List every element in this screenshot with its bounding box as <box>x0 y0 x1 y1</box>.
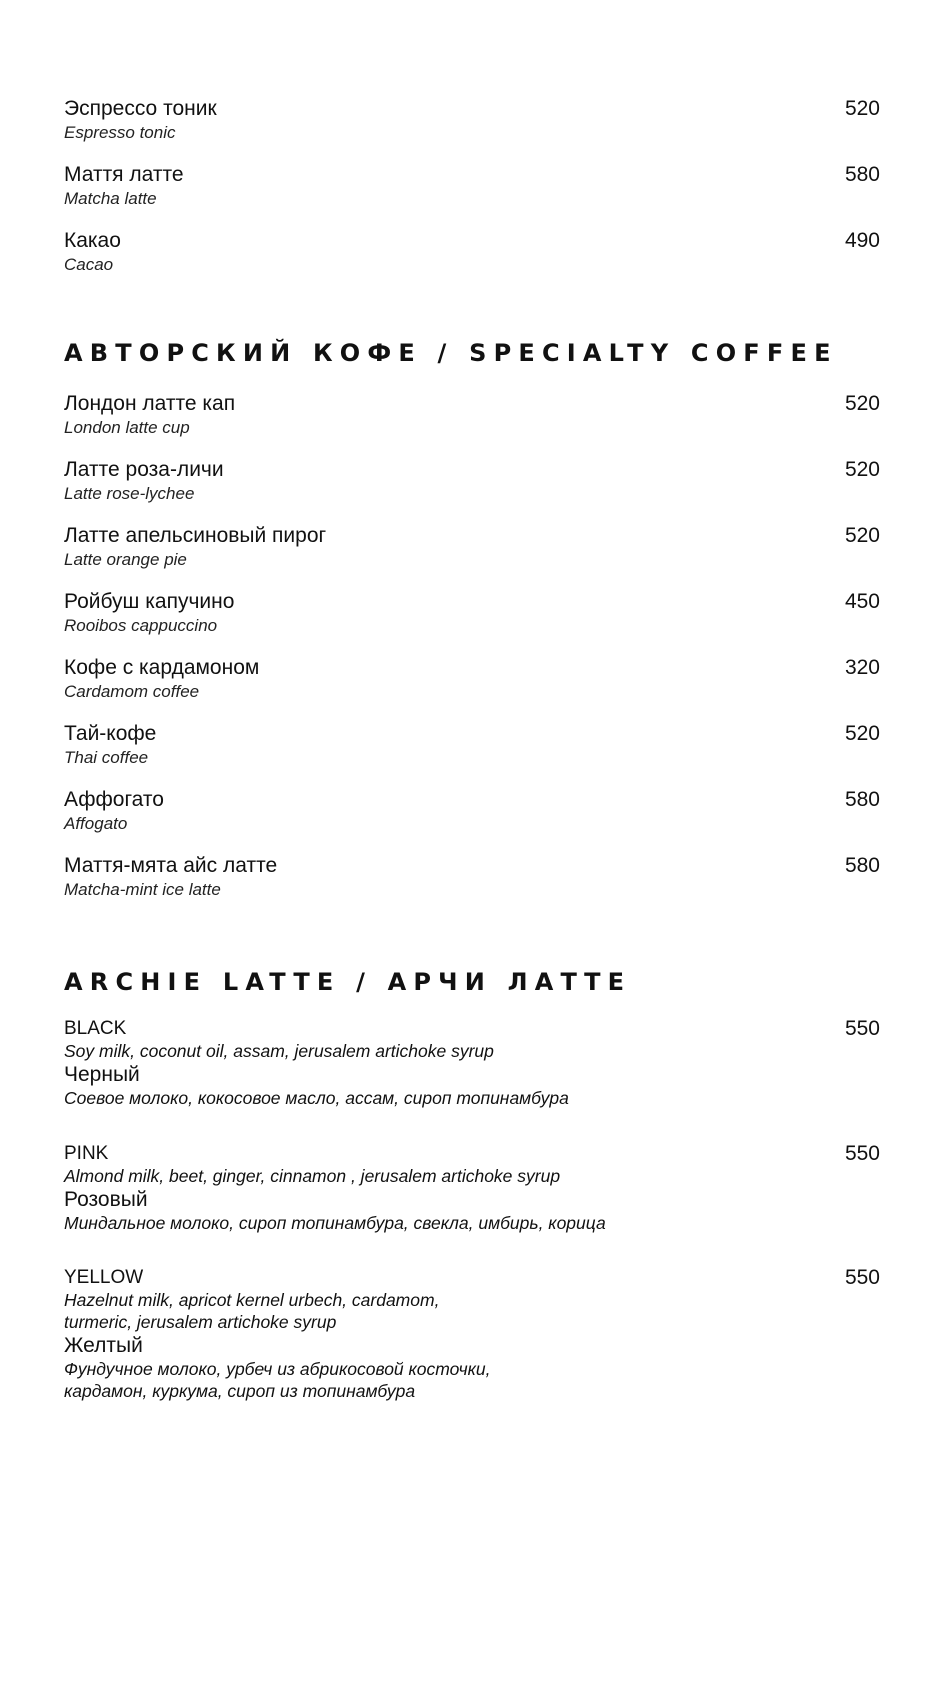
item-name-ru: Тай-кофе <box>64 722 157 745</box>
archie-code: PINK <box>64 1143 109 1164</box>
item-name-en: London latte cup <box>64 418 190 437</box>
section-heading-archie: ARCHIE LATTE / АРЧИ ЛАТТЕ <box>64 968 632 996</box>
item-name-ru: Эспрессо тоник <box>64 97 217 120</box>
archie-code: BLACK <box>64 1018 127 1039</box>
menu-item <box>64 523 880 589</box>
item-price: 580 <box>844 788 880 811</box>
archie-name-ru: Желтый <box>64 1334 143 1357</box>
archie-name-ru: Розовый <box>64 1188 148 1211</box>
item-price: 580 <box>844 163 880 186</box>
archie-desc-en-line2: turmeric, jerusalem artichoke syrup <box>64 1312 337 1332</box>
item-name-ru: Ройбуш капучино <box>64 590 235 613</box>
menu-item <box>64 853 880 919</box>
menu-item <box>64 589 880 655</box>
item-name-ru: Лондон латте кап <box>64 392 236 415</box>
item-name-en: Latte rose-lychee <box>64 484 195 503</box>
archie-desc-ru: Миндальное молоко, сироп топинамбура, свекла, имбирь, корица <box>64 1213 606 1233</box>
menu-item <box>64 228 880 294</box>
archie-desc-ru-line2: кардамон, куркума, сироп из топинамбура <box>64 1381 416 1401</box>
archie-desc-en: Almond milk, beet, ginger, cinnamon , jerusalem artichoke syrup <box>64 1166 561 1186</box>
menu-item <box>64 787 880 853</box>
item-name-ru: Латте роза-личи <box>64 458 224 481</box>
item-name-ru: Какао <box>64 229 121 252</box>
item-name-ru: Латте апельсиновый пирог <box>64 524 327 547</box>
item-name-en: Cardamom coffee <box>64 682 200 701</box>
menu-item <box>64 162 880 228</box>
section-heading-specialty: АВТОРСКИЙ КОФЕ / SPECIALTY COFFEE <box>64 339 838 367</box>
item-name-ru: Кофе с кардамоном <box>64 656 260 679</box>
item-price: 520 <box>844 722 880 745</box>
archie-price: 550 <box>844 1266 880 1289</box>
menu-item <box>64 391 880 457</box>
menu-item <box>64 96 880 162</box>
item-name-en: Matcha-mint ice latte <box>64 880 221 899</box>
top-items <box>64 96 880 294</box>
archie-desc-en: Soy milk, coconut oil, assam, jerusalem artichoke syrup <box>64 1041 494 1061</box>
item-name-en: Matcha latte <box>64 189 157 208</box>
item-price: 320 <box>844 656 880 679</box>
archie-items <box>64 1017 880 1402</box>
archie-desc-en: Hazelnut milk, apricot kernel urbech, cardamom, <box>64 1290 440 1310</box>
archie-name-ru: Черный <box>64 1063 140 1086</box>
item-name-en: Latte orange pie <box>64 550 187 569</box>
item-price: 520 <box>844 524 880 547</box>
item-price: 490 <box>844 229 880 252</box>
archie-price: 550 <box>844 1142 880 1165</box>
menu-page <box>64 96 880 1402</box>
item-name-ru: Аффогато <box>64 788 164 811</box>
menu-item <box>64 655 880 721</box>
archie-price: 550 <box>844 1017 880 1040</box>
item-name-en: Affogato <box>64 814 128 833</box>
item-name-en: Cacao <box>64 255 114 274</box>
menu-item <box>64 721 880 787</box>
archie-desc-ru: Фундучное молоко, урбеч из абрикосовой косточки, <box>64 1359 491 1379</box>
specialty-items <box>64 391 880 919</box>
item-name-en: Espresso tonic <box>64 123 176 142</box>
menu-item <box>64 457 880 523</box>
item-price: 580 <box>844 854 880 877</box>
archie-desc-ru: Соевое молоко, кокосовое масло, ассам, сироп топинамбура <box>64 1088 569 1108</box>
archie-item <box>64 1142 880 1266</box>
archie-item <box>64 1266 880 1402</box>
item-price: 450 <box>844 590 880 613</box>
item-name-ru: Маття-мята айс латте <box>64 854 278 877</box>
item-name-en: Rooibos cappuccino <box>64 616 218 635</box>
item-price: 520 <box>844 458 880 481</box>
item-name-en: Thai coffee <box>64 748 149 767</box>
item-price: 520 <box>844 97 880 120</box>
archie-code: YELLOW <box>64 1267 144 1288</box>
item-price: 520 <box>844 392 880 415</box>
archie-item <box>64 1017 880 1142</box>
item-name-ru: Маття латте <box>64 163 184 186</box>
